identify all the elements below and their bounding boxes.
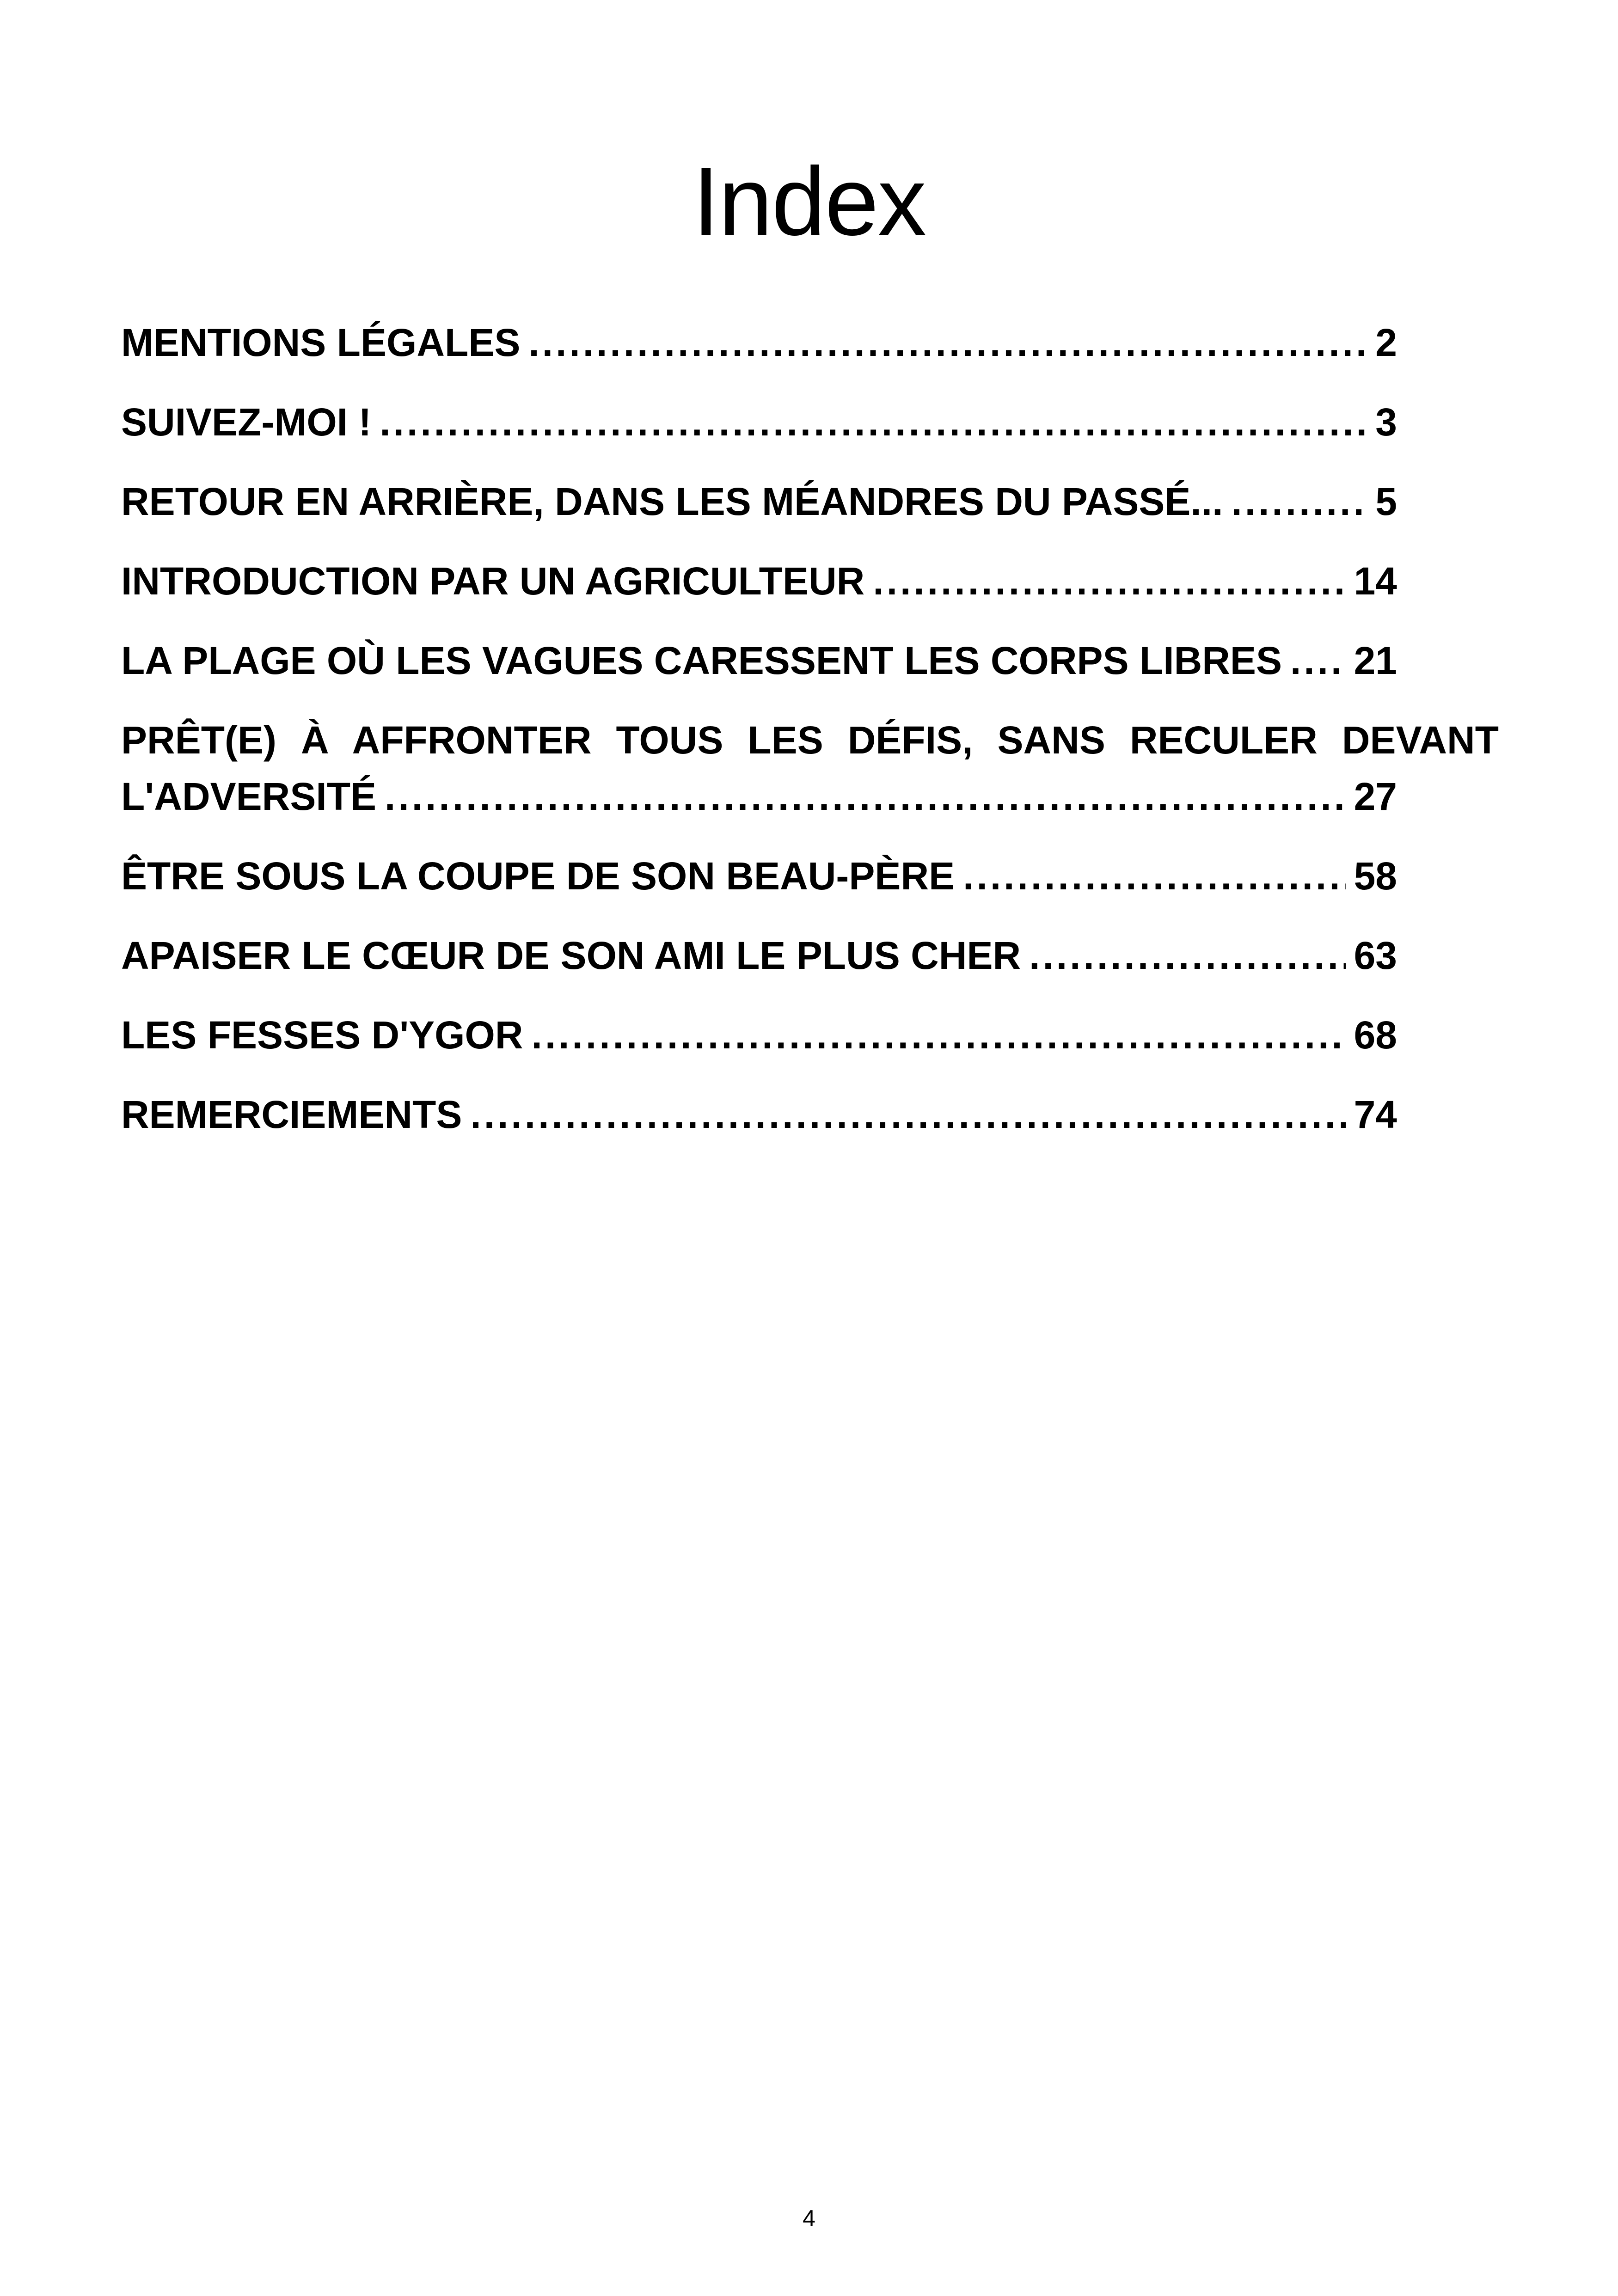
toc-entry-page: 5 bbox=[1375, 480, 1397, 523]
toc-entry-title: REMERCIEMENTS bbox=[121, 1093, 462, 1136]
toc-entry-mentions-legales[interactable] bbox=[121, 314, 1397, 371]
toc-entry-etre-sous-la-coupe[interactable] bbox=[121, 848, 1397, 904]
dot-leader bbox=[470, 1086, 1345, 1143]
toc-entry-title: APAISER LE CŒUR DE SON AMI LE PLUS CHER bbox=[121, 934, 1021, 977]
toc-entry-la-plage[interactable] bbox=[121, 632, 1397, 689]
table-of-contents bbox=[121, 314, 1499, 1166]
toc-entry-title: LES FESSES D'YGOR bbox=[121, 1013, 523, 1057]
dot-leader bbox=[380, 394, 1367, 450]
dot-leader bbox=[1231, 473, 1367, 530]
toc-entry-page: 68 bbox=[1354, 1013, 1397, 1057]
page-number: 4 bbox=[803, 2205, 815, 2231]
dot-leader bbox=[528, 314, 1367, 371]
toc-entry-suivez-moi[interactable] bbox=[121, 394, 1397, 450]
toc-entry-page: 27 bbox=[1354, 775, 1397, 818]
toc-entry-second-line bbox=[121, 768, 1397, 825]
toc-entry-les-fesses-dygor[interactable] bbox=[121, 1007, 1397, 1063]
toc-entry-page: 63 bbox=[1354, 934, 1397, 977]
toc-entry-title: INTRODUCTION PAR UN AGRICULTEUR bbox=[121, 559, 865, 603]
toc-entry-page: 74 bbox=[1354, 1093, 1397, 1136]
toc-entry-page: 2 bbox=[1375, 321, 1397, 364]
toc-entry-apaiser-le-coeur[interactable] bbox=[121, 927, 1397, 984]
toc-entry-title: RETOUR EN ARRIÈRE, DANS LES MÉANDRES DU PASSÉ... bbox=[121, 480, 1223, 523]
dot-leader bbox=[532, 1007, 1346, 1063]
toc-entry-remerciements[interactable] bbox=[121, 1086, 1397, 1143]
toc-entry-title: LA PLAGE OÙ LES VAGUES CARESSENT LES CORPS LIBRES bbox=[121, 639, 1282, 682]
toc-entry-page: 3 bbox=[1375, 400, 1397, 444]
toc-entry-page: 21 bbox=[1354, 639, 1397, 682]
toc-entry-title: MENTIONS LÉGALES bbox=[121, 321, 521, 364]
dot-leader bbox=[873, 553, 1345, 609]
toc-entry-title: ÊTRE SOUS LA COUPE DE SON BEAU-PÈRE bbox=[121, 854, 955, 898]
page-title: Index bbox=[693, 147, 925, 256]
toc-entry-title-line-2: L'ADVERSITÉ bbox=[121, 775, 377, 818]
toc-entry-pret-a-affronter[interactable] bbox=[121, 712, 1499, 825]
dot-leader bbox=[1029, 927, 1345, 984]
dot-leader bbox=[963, 848, 1345, 904]
toc-entry-retour-en-arriere[interactable] bbox=[121, 473, 1397, 530]
toc-entry-title: SUIVEZ-MOI ! bbox=[121, 400, 372, 444]
dot-leader bbox=[385, 768, 1346, 825]
toc-entry-page: 14 bbox=[1354, 559, 1397, 603]
toc-entry-page: 58 bbox=[1354, 854, 1397, 898]
dot-leader bbox=[1290, 632, 1346, 689]
toc-entry-introduction[interactable] bbox=[121, 553, 1397, 609]
toc-entry-title-line-1: PRÊT(E) À AFFRONTER TOUS LES DÉFIS, SANS RECULER DEVANT bbox=[121, 718, 1499, 762]
